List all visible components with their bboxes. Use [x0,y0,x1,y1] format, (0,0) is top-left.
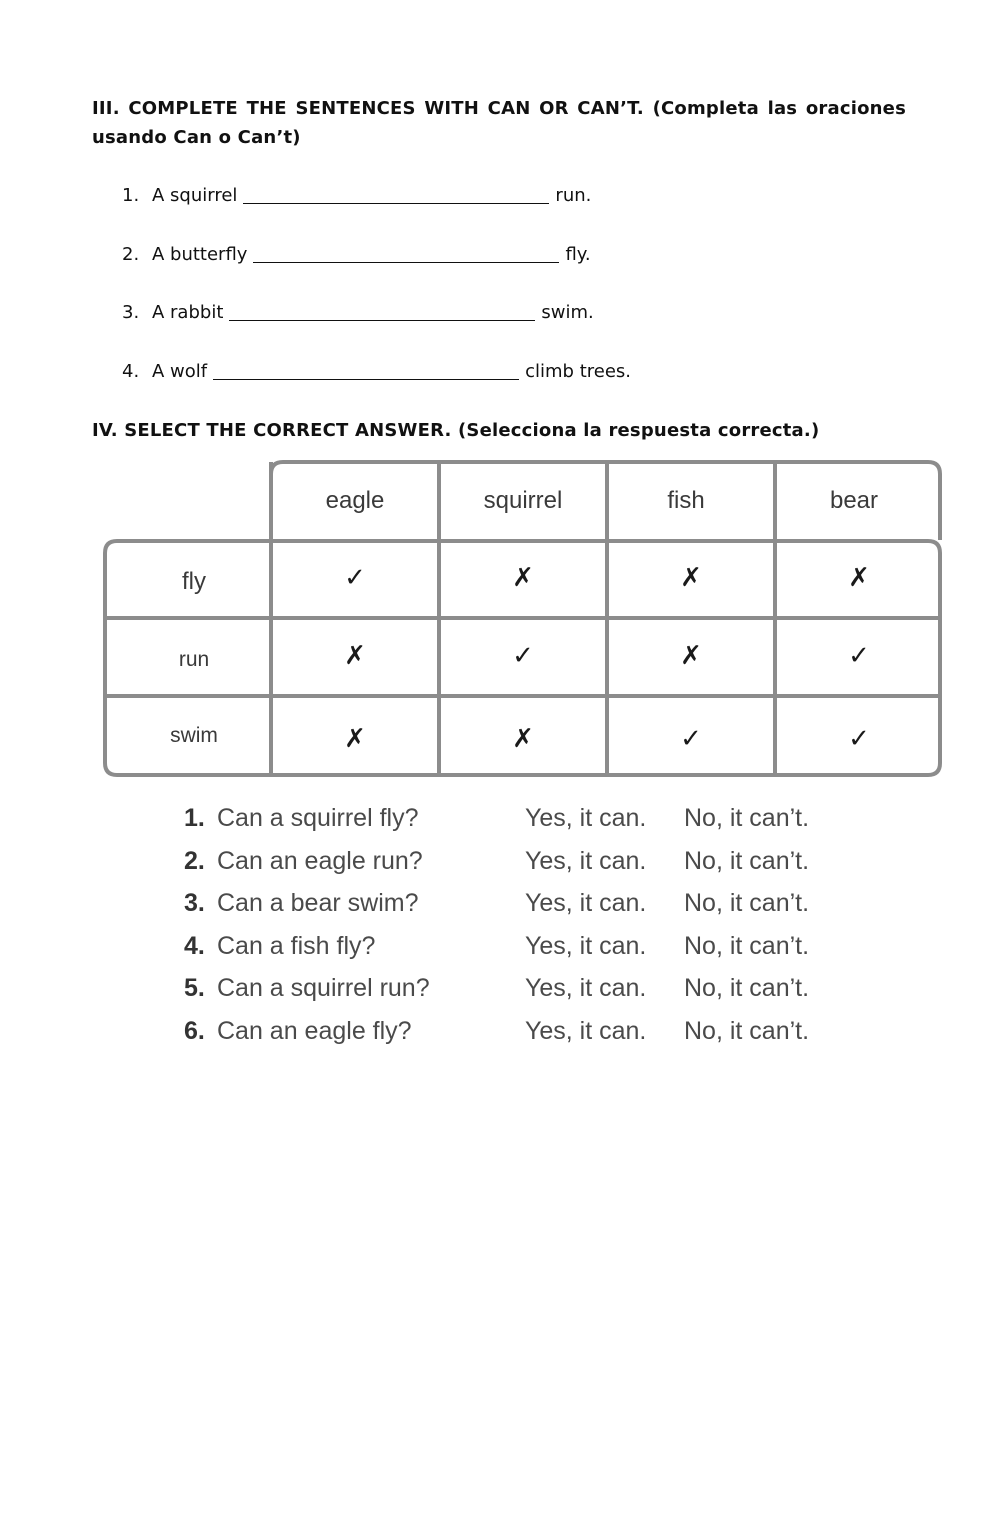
answer-yes-option[interactable]: Yes, it can. [525,974,647,1003]
answer-yes-option[interactable]: Yes, it can. [525,889,647,918]
answer-blank[interactable] [253,242,559,263]
sentence-item [122,183,822,242]
answer-blank[interactable] [229,300,535,321]
answer-yes-option[interactable]: Yes, it can. [525,846,647,875]
row-header-swim: swim [170,724,218,747]
sentence-start: A wolf [152,360,208,382]
cross-icon: ✗ [680,641,702,671]
sentence-number: 4. [122,360,140,382]
cross-icon: ✗ [344,724,366,754]
question-text: Can a fish fly? [217,931,376,960]
question-row [184,800,864,843]
sentence-end: swim. [541,302,594,323]
check-icon: ✓ [848,724,870,754]
sentence-number: 1. [122,185,140,206]
sentence-number: 2. [122,243,140,265]
answer-no-option[interactable]: No, it can’t. [684,804,810,832]
row-header-fly: fly [182,568,206,595]
question-number: 4. [184,931,205,960]
sentence-item [122,242,822,301]
cross-icon: ✗ [680,563,702,593]
sentence-item [122,359,822,418]
sentence-end: climb trees. [525,360,631,382]
check-icon: ✓ [512,641,534,671]
sentence-end: run. [555,185,592,206]
question-text: Can an eagle fly? [217,1016,412,1045]
question-text: Can an eagle run? [217,846,423,875]
answer-blank[interactable] [213,359,519,380]
answer-no-option[interactable]: No, it can’t. [684,974,810,1003]
answer-no-option[interactable]: No, it can’t. [684,1016,810,1045]
sentence-number: 3. [122,302,140,323]
answer-no-option[interactable]: No, it can’t. [684,889,810,918]
sentence-start: A squirrel [152,185,238,206]
column-header-bear: bear [829,487,879,514]
question-row [184,928,864,971]
sentence-end: fly. [565,243,591,265]
answer-blank[interactable] [243,183,549,204]
question-text: Can a squirrel fly? [217,804,419,832]
answer-no-option[interactable]: No, it can’t. [684,846,810,875]
question-row [184,1013,864,1056]
question-row [184,970,864,1013]
question-number: 5. [184,974,205,1003]
sentence-start: A butterfly [152,243,248,265]
cross-icon: ✗ [848,563,870,593]
check-icon: ✓ [848,641,870,671]
question-row [184,843,864,886]
cross-icon: ✗ [512,724,534,754]
column-header-eagle: eagle [325,487,385,514]
check-icon: ✓ [680,724,702,754]
row-header-run: run [178,648,210,671]
question-number: 1. [184,804,205,832]
check-icon: ✓ [344,563,366,593]
sentence-start: A rabbit [152,302,224,323]
answer-yes-option[interactable]: Yes, it can. [525,1016,647,1045]
question-number: 2. [184,846,205,875]
question-number: 6. [184,1016,205,1045]
answer-yes-option[interactable]: Yes, it can. [525,931,647,960]
question-text: Can a squirrel run? [217,974,430,1003]
column-header-squirrel: squirrel [483,487,563,514]
cross-icon: ✗ [344,641,366,671]
answer-yes-option[interactable]: Yes, it can. [525,804,647,832]
sentence-list [122,183,822,417]
question-row [184,885,864,928]
question-list [184,800,864,1056]
cross-icon: ✗ [512,563,534,593]
question-number: 3. [184,889,205,918]
column-header-fish: fish [667,487,705,514]
question-text: Can a bear swim? [217,889,419,918]
sentence-item [122,300,822,359]
section-iii-heading: III. COMPLETE THE SENTENCES WITH CAN OR CAN’T. (Completa las oraciones usando Can o Can’t) [92,98,906,148]
answer-no-option[interactable]: No, it can’t. [684,931,810,960]
section-iv-heading: IV. SELECT THE CORRECT ANSWER. (Selecciona la respuesta correcta.) [92,420,820,441]
